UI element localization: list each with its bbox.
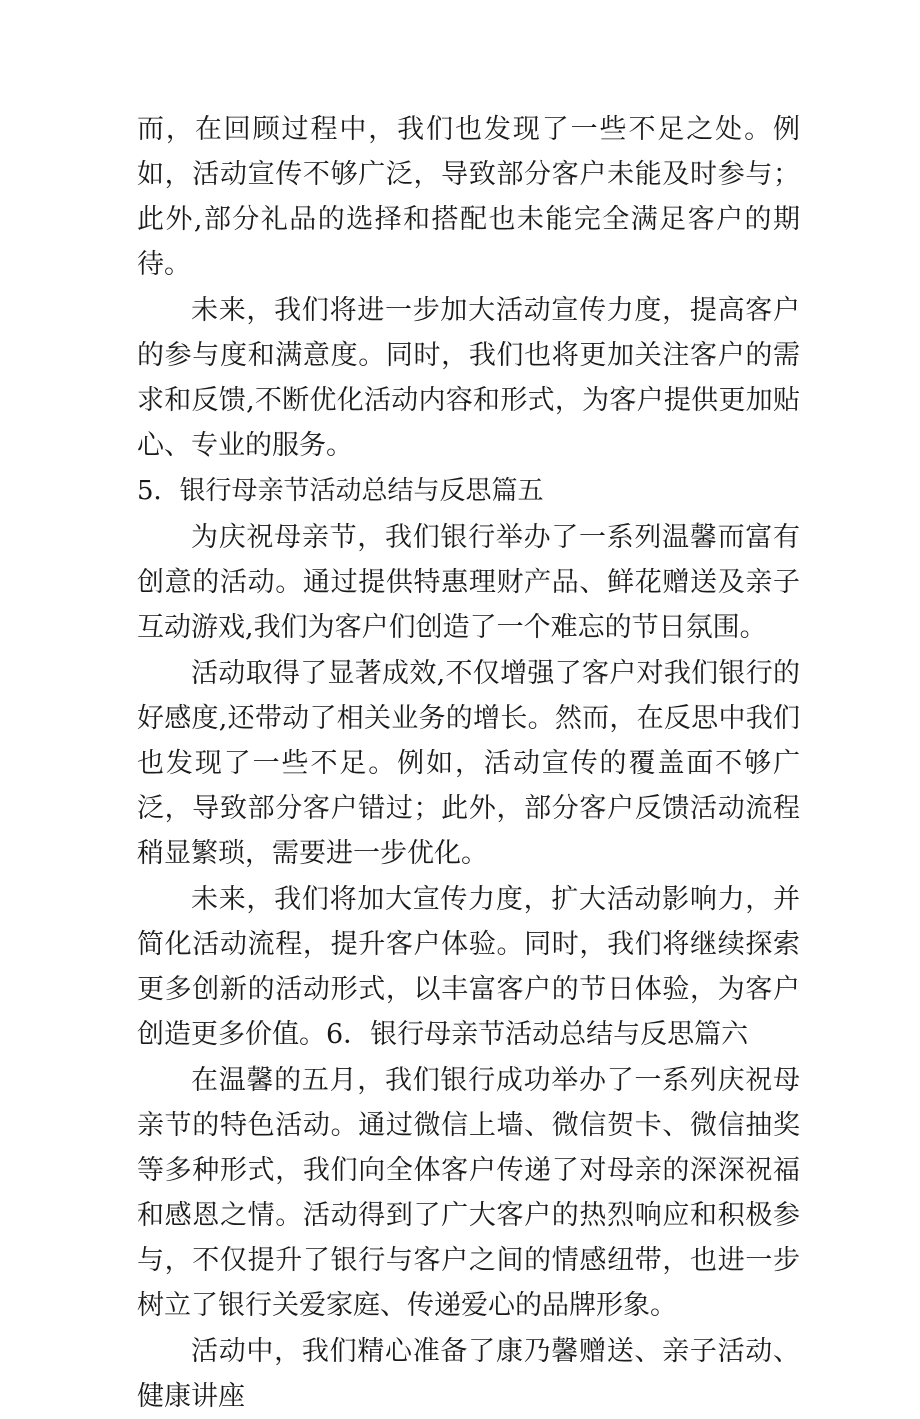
paragraph-1: 而，在回顾过程中，我们也发现了一些不足之处。例如，活动宣传不够广泛，导致部分客户未能及时参与；此外,部分礼品的选择和搭配也未能完全满足客户的期待。 bbox=[137, 114, 800, 280]
paragraph-5: 未来，我们将加大宣传力度，扩大活动影响力，并简化活动流程，提升客户体验。同时，我们将继续探索更多创新的活动形式，以丰富客户的节日体验，为客户创造更多价值。6．银行母亲节活动总结与反思篇六 bbox=[137, 884, 800, 1050]
paragraph-6: 在温馨的五月，我们银行成功举办了一系列庆祝母亲节的特色活动。通过微信上墙、微信贺卡、微信抽奖等多种形式，我们向全体客户传递了对母亲的深深祝福和感恩之情。活动得到了广大客户的热烈响应和积极参与，不仅提升了银行与客户之间的情感纽带，也进一步树立了银行关爱家庭、传递爱心的品牌形象。 bbox=[137, 1065, 800, 1321]
section-heading-5: 5．银行母亲节活动总结与反思篇五 bbox=[137, 476, 544, 506]
paragraph-7: 活动中，我们精心准备了康乃馨赠送、亲子活动、健康讲座 bbox=[137, 1336, 800, 1412]
paragraph-3: 为庆祝母亲节，我们银行举办了一系列温馨而富有创意的活动。通过提供特惠理财产品、鲜花赠送及亲子互动游戏,我们为客户们创造了一个难忘的节日氛围。 bbox=[137, 522, 800, 643]
paragraph-4: 活动取得了显著成效,不仅增强了客户对我们银行的好感度,还带动了相关业务的增长。然而，在反思中我们也发现了一些不足。例如，活动宣传的覆盖面不够广泛，导致部分客户错过；此外，部分客户反馈活动流程稍显繁琐，需要进一步优化。 bbox=[137, 658, 800, 869]
paragraph-2: 未来，我们将进一步加大活动宣传力度，提高客户的参与度和满意度。同时，我们也将更加关注客户的需求和反馈,不断优化活动内容和形式，为客户提供更加贴心、专业的服务。 bbox=[137, 295, 800, 461]
